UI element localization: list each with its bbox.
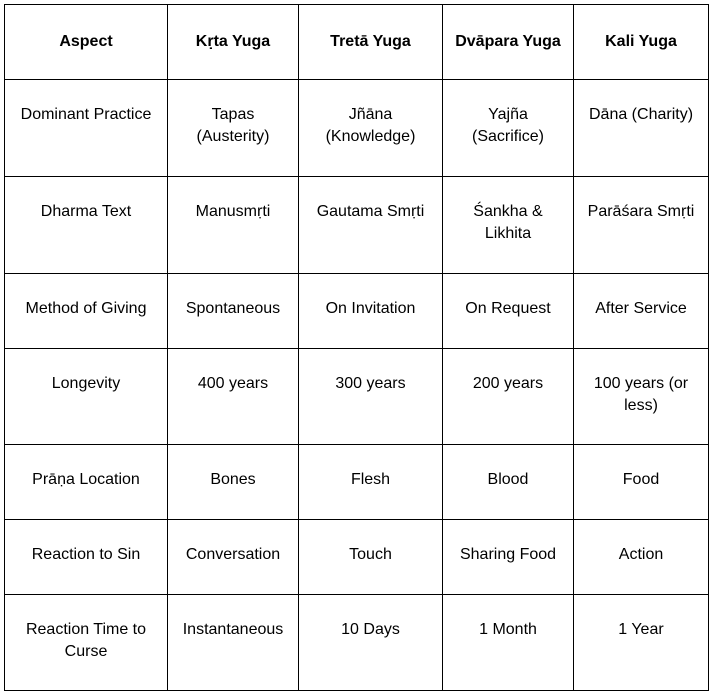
header-dvapara-yuga: Dvāpara Yuga bbox=[443, 5, 574, 80]
table-cell: Touch bbox=[299, 520, 443, 595]
header-aspect: Aspect bbox=[5, 5, 168, 80]
table-cell: Flesh bbox=[299, 445, 443, 520]
table-row bbox=[5, 274, 709, 349]
table-cell: Tapas (Austerity) bbox=[168, 80, 299, 177]
header-krta-yuga: Kṛta Yuga bbox=[168, 5, 299, 80]
table-cell: Conversation bbox=[168, 520, 299, 595]
table-row bbox=[5, 445, 709, 520]
table-header-row bbox=[5, 5, 709, 80]
table-row bbox=[5, 177, 709, 274]
table-cell: 300 years bbox=[299, 349, 443, 445]
table-cell: 200 years bbox=[443, 349, 574, 445]
row-label: Dominant Practice bbox=[5, 80, 168, 177]
row-label: Reaction Time to Curse bbox=[5, 595, 168, 691]
table-cell: Instantaneous bbox=[168, 595, 299, 691]
table-row bbox=[5, 595, 709, 691]
table-cell: Bones bbox=[168, 445, 299, 520]
table-cell: 400 years bbox=[168, 349, 299, 445]
row-label: Longevity bbox=[5, 349, 168, 445]
row-label: Reaction to Sin bbox=[5, 520, 168, 595]
table-cell: Jñāna (Knowledge) bbox=[299, 80, 443, 177]
row-label: Method of Giving bbox=[5, 274, 168, 349]
table-row bbox=[5, 349, 709, 445]
table-cell: Manusmṛti bbox=[168, 177, 299, 274]
row-label: Dharma Text bbox=[5, 177, 168, 274]
table-cell: 10 Days bbox=[299, 595, 443, 691]
table-cell: Gautama Smṛti bbox=[299, 177, 443, 274]
row-label: Prāṇa Location bbox=[5, 445, 168, 520]
table-cell: After Service bbox=[574, 274, 709, 349]
table-cell: Blood bbox=[443, 445, 574, 520]
table-cell: Spontaneous bbox=[168, 274, 299, 349]
table-row bbox=[5, 80, 709, 177]
table-cell: Action bbox=[574, 520, 709, 595]
table-cell: 1 Month bbox=[443, 595, 574, 691]
table-cell: On Invitation bbox=[299, 274, 443, 349]
table-cell: On Request bbox=[443, 274, 574, 349]
table-cell: Food bbox=[574, 445, 709, 520]
table-cell: Dāna (Charity) bbox=[574, 80, 709, 177]
header-treta-yuga: Tretā Yuga bbox=[299, 5, 443, 80]
table-cell: Sharing Food bbox=[443, 520, 574, 595]
table-cell: 1 Year bbox=[574, 595, 709, 691]
yuga-comparison-table bbox=[4, 4, 709, 691]
table-cell: Śankha & Likhita bbox=[443, 177, 574, 274]
table-cell: Parāśara Smṛti bbox=[574, 177, 709, 274]
table-cell: 100 years (or less) bbox=[574, 349, 709, 445]
header-kali-yuga: Kali Yuga bbox=[574, 5, 709, 80]
table-row bbox=[5, 520, 709, 595]
table-cell: Yajña (Sacrifice) bbox=[443, 80, 574, 177]
yuga-comparison-table-wrapper bbox=[4, 4, 709, 691]
